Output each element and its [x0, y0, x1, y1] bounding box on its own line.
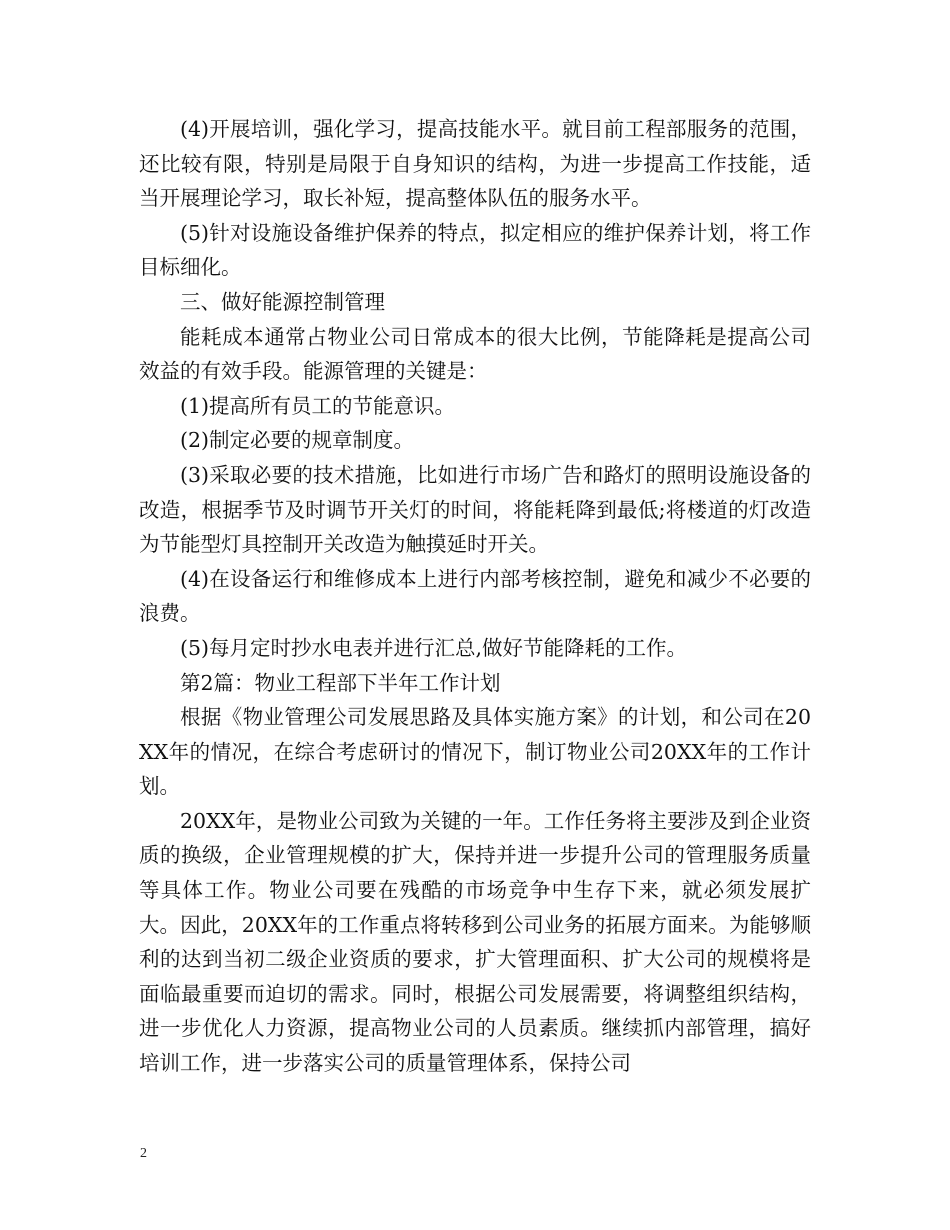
paragraph-energy-intro: 能耗成本通常占物业公司日常成本的很大比例，节能降耗是提高公司效益的有效手段。能源管理的关键是：: [139, 324, 811, 384]
list-item-technical-measures: (3)采取必要的技术措施，比如进行市场广告和路灯的照明设施设备的改造，根据季节及时调节开关灯的时间，将能耗降到最低;将楼道的灯改造为节能型灯具控制开关改造为触摸延时开关。: [139, 462, 811, 557]
section-heading-energy: 三、做好能源控制管理: [180, 289, 385, 314]
article-title: 第2篇：物业工程部下半年工作计划: [180, 670, 501, 695]
list-item-awareness: (1)提高所有员工的节能意识。: [180, 393, 456, 418]
list-item-meter-reading: (5)每月定时抄水电表并进行汇总,做好节能降耗的工作。: [180, 635, 688, 660]
page-number: 2: [140, 1146, 147, 1161]
list-item-rules: (2)制定必要的规章制度。: [180, 428, 415, 453]
document-body: [139, 112, 811, 1081]
paragraph-key-year: 20XX年，是物业公司致为关键的一年。工作任务将主要涉及到企业资质的换级，企业管理规模的扩大，保持并进一步提升公司的管理服务质量等具体工作。物业公司要在残酷的市场竞争中生存下来，就必须发展扩大。因此，20XX年的工作重点将转移到公司业务的拓展方面来。为能够顺利的达到当初二级企业资质的要求，扩大管理面积、扩大公司的规模将是面临最重要而迫切的需求。同时，根据公司发展需要，将调整组织结构，进一步优化人力资源，提高物业公司的人员素质。继续抓内部管理，搞好培训工作，进一步落实公司的质量管理体系，保持公司: [139, 808, 811, 1076]
paragraph-plan-basis: 根据《物业管理公司发展思路及具体实施方案》的计划，和公司在20XX年的情况，在综合考虑研讨的情况下，制订物业公司20XX年的工作计划。: [139, 705, 811, 799]
paragraph-maintenance-plan: (5)针对设施设备维护保养的特点，拟定相应的维护保养计划，将工作目标细化。: [139, 220, 811, 280]
paragraph-training: (4)开展培训，强化学习，提高技能水平。就目前工程部服务的范围，还比较有限，特别是局限于自身知识的结构，为进一步提高工作技能，适当开展理论学习，取长补短，提高整体队伍的服务水平。: [139, 117, 811, 211]
list-item-cost-control: (4)在设备运行和维修成本上进行内部考核控制，避免和减少不必要的浪费。: [139, 566, 811, 626]
